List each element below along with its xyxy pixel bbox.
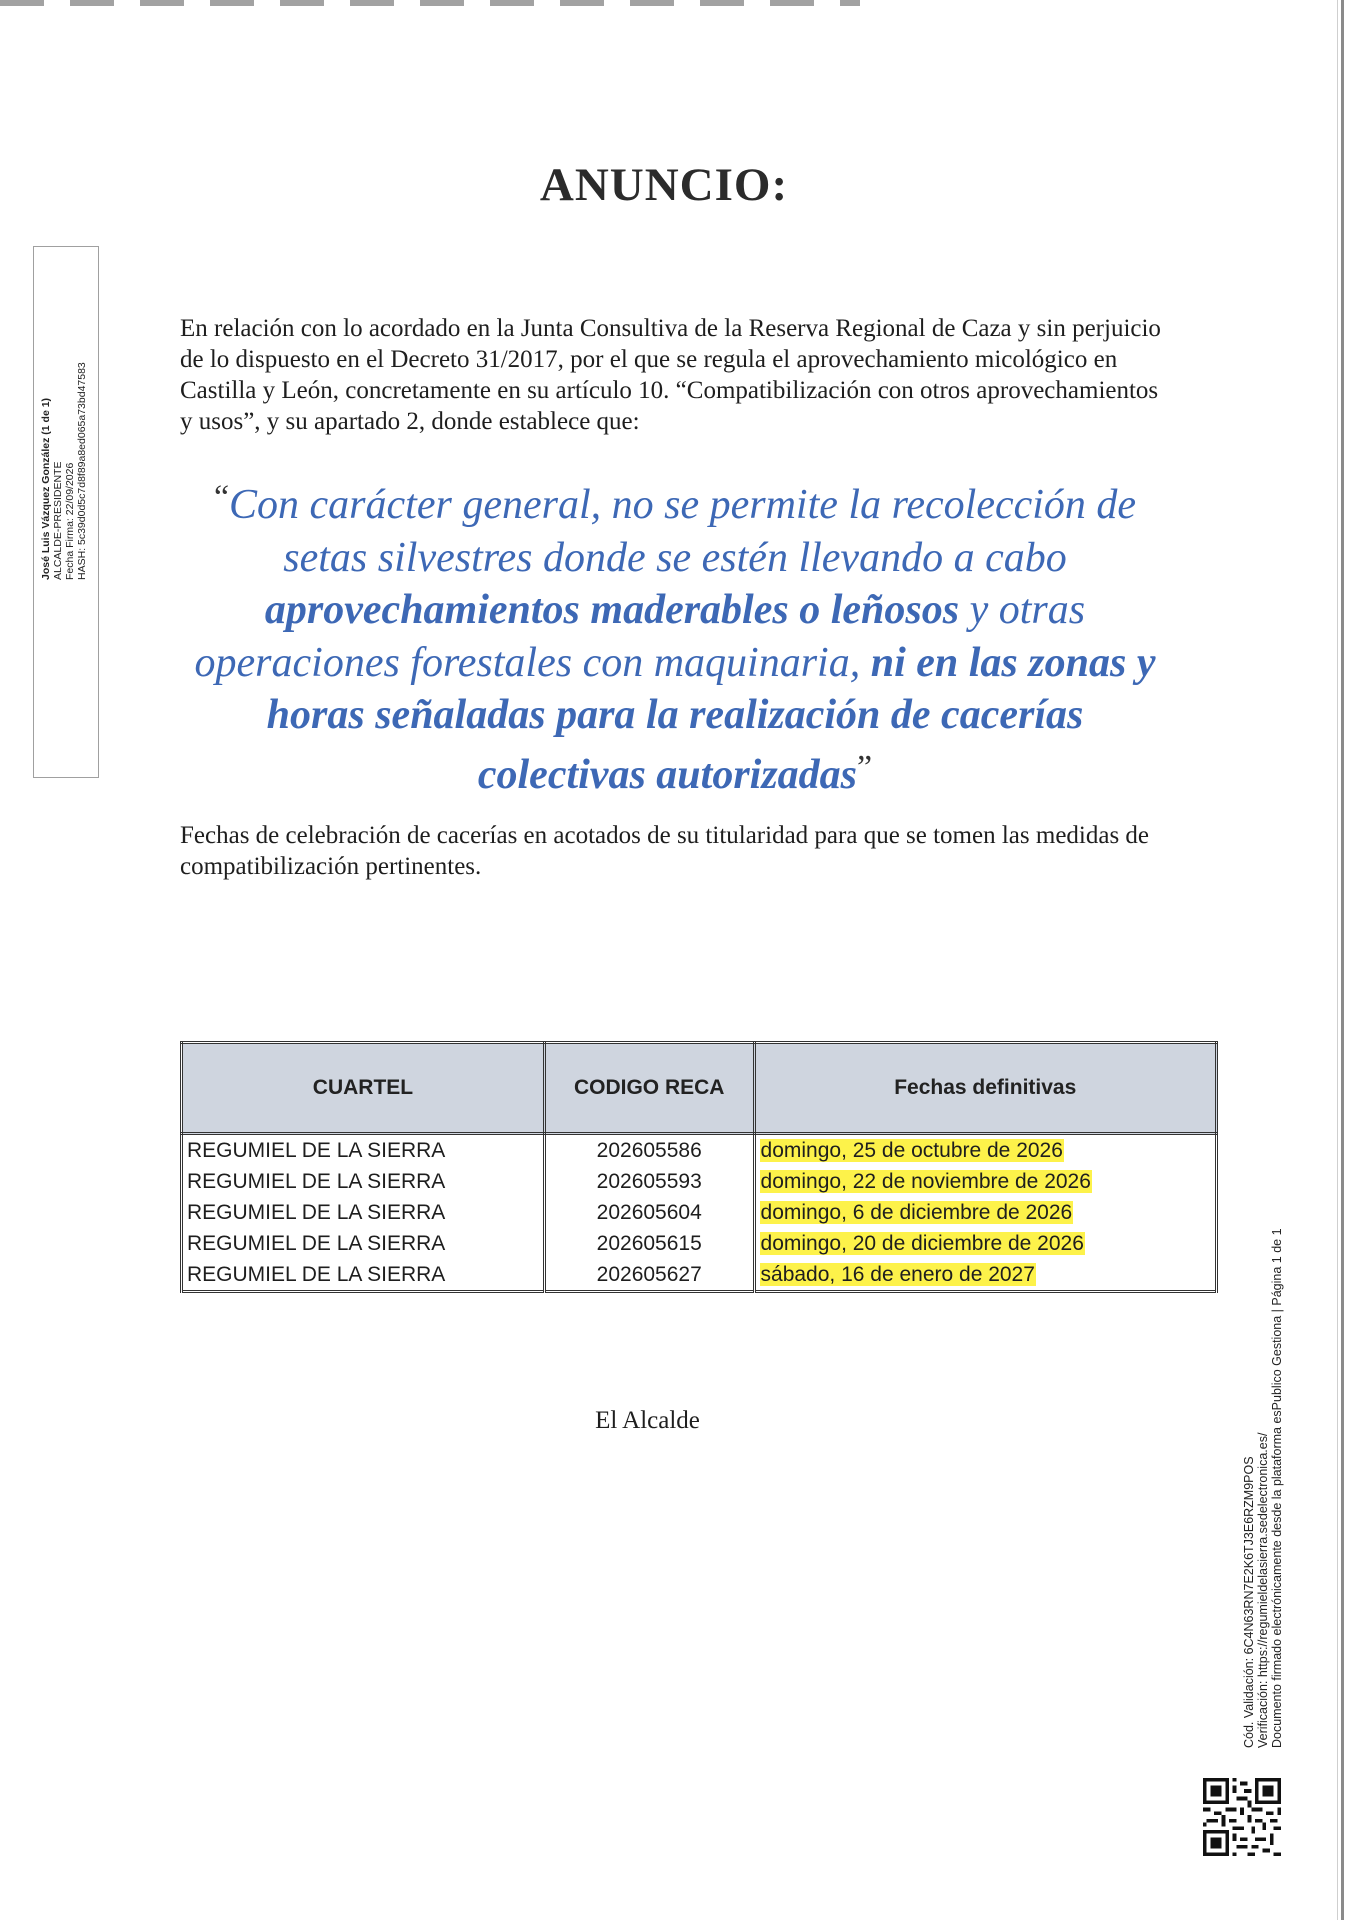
quote-part-1: Con carácter general, no se permite la recolección de setas silvestres donde se estén llevando a cabo <box>229 482 1137 581</box>
column-header-fechas: Fechas definitivas <box>754 1043 1216 1134</box>
stamp-date: Fecha Firma: 22/09/2026 <box>64 462 76 580</box>
signature-line: El Alcalde <box>595 1407 700 1434</box>
codigo-cell: 202605586 <box>544 1134 754 1167</box>
table-header-row <box>182 1043 1217 1134</box>
quote-close-mark: ” <box>857 748 873 786</box>
stamp-signer: José Luis Vázquez González (1 de 1) <box>40 397 52 580</box>
highlighted-date: domingo, 22 de noviembre de 2026 <box>760 1169 1091 1193</box>
fecha-cell <box>754 1197 1216 1228</box>
verification-footer <box>1242 1188 1284 1748</box>
codigo-cell: 202605627 <box>544 1259 754 1292</box>
hunt-dates-table <box>180 1041 1218 1293</box>
scan-edge-inner <box>1337 0 1338 1920</box>
highlighted-date: domingo, 20 de diciembre de 2026 <box>760 1231 1084 1255</box>
qr-code-icon <box>1203 1778 1281 1856</box>
stamp-hash: HASH: 5c39d0d5c7d8f89a8ed065a73bd47583 <box>76 362 88 580</box>
highlighted-date: sábado, 16 de enero de 2027 <box>760 1262 1035 1286</box>
cuartel-cell: REGUMIEL DE LA SIERRA <box>182 1197 545 1228</box>
codigo-cell: 202605593 <box>544 1166 754 1197</box>
validation-code: Cód. Validación: 6C4N63RN7E2K6TJ3E6RZM9POS <box>1242 1456 1256 1748</box>
quote-part-2: aprovechamientos maderables o leñosos <box>264 587 960 633</box>
table-row <box>182 1134 1217 1167</box>
fecha-cell <box>754 1166 1216 1197</box>
stamp-role: ALCALDE-PRESIDENTE <box>52 461 64 580</box>
fecha-cell <box>754 1134 1216 1167</box>
top-scan-marks <box>0 0 860 6</box>
cuartel-cell: REGUMIEL DE LA SIERRA <box>182 1259 545 1292</box>
scan-edge <box>1341 0 1344 1920</box>
quote-open-mark: “ <box>213 479 230 516</box>
decree-quote <box>180 472 1170 801</box>
quote-part-4: ni en las zonas y horas señaladas para la realización de cacerías colectivas autorizadas <box>266 639 1156 798</box>
page-title: ANUNCIO: <box>539 159 789 211</box>
table-row <box>182 1166 1217 1197</box>
codigo-cell: 202605615 <box>544 1228 754 1259</box>
column-header-cuartel: CUARTEL <box>182 1043 545 1134</box>
column-header-codigo: CODIGO RECA <box>544 1043 754 1134</box>
table-row <box>182 1259 1217 1292</box>
cuartel-cell: REGUMIEL DE LA SIERRA <box>182 1166 545 1197</box>
codigo-cell: 202605604 <box>544 1197 754 1228</box>
table-row <box>182 1228 1217 1259</box>
fecha-cell <box>754 1259 1216 1292</box>
highlighted-date: domingo, 25 de octubre de 2026 <box>760 1138 1063 1162</box>
table-row <box>182 1197 1217 1228</box>
highlighted-date: domingo, 6 de diciembre de 2026 <box>760 1200 1073 1224</box>
quote-part-3: y otras operaciones forestales con maquinaria, <box>194 587 1086 686</box>
intro-paragraph: En relación con lo acordado en la Junta Consultiva de la Reserva Regional de Caza y sin perjuicio de lo dispuesto en el Decreto 31/2017, por el que se regula el aprovechamiento micológico en Castilla y León, concretamente en su artículo 10. “Compatibilización con otros aprovechamientos y usos”, y su apartado 2, donde establece que: <box>180 315 1161 435</box>
cuartel-cell: REGUMIEL DE LA SIERRA <box>182 1134 545 1167</box>
signature-stamp <box>40 160 88 580</box>
dates-intro-paragraph: Fechas de celebración de cacerías en acotados de su titularidad para que se tomen las medidas de compatibilización pertinentes. <box>180 822 1150 880</box>
fecha-cell <box>754 1228 1216 1259</box>
platform-note: Documento firmado electrónicamente desde la plataforma esPublico Gestiona | Página 1 de 1 <box>1270 1228 1284 1748</box>
cuartel-cell: REGUMIEL DE LA SIERRA <box>182 1228 545 1259</box>
verification-url: Verificación: https://regumieldelasierra.sedelectronica.es/ <box>1256 1432 1270 1748</box>
